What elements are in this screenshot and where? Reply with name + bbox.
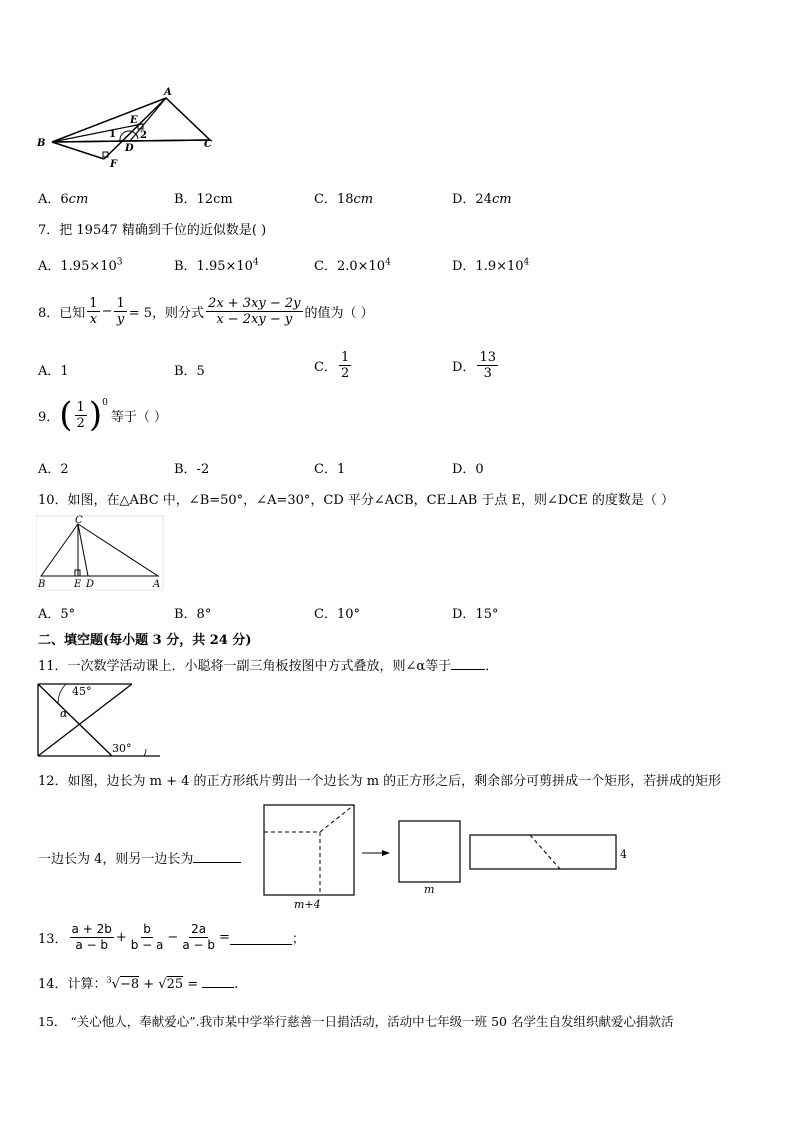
q15-stem: 15． “关心他人，奉献爱心”.我市某中学举行慈善一日捐活动，活动中七年级一班 50 名学生自发组织献爱心捐款活 [38,1014,674,1029]
q11-stem: 11．一次数学活动课上．小聪将一副三角板按图中方式叠放，则∠α等于 ． [38,659,499,674]
fig6-label-c: C [204,139,212,150]
q10-option-c: C．10° [314,607,360,622]
q6-option-a: A．6cm [38,192,89,207]
fig11-label-45: 45° [72,685,92,698]
fig12-label-mp4: m+4 [294,898,321,911]
q9-option-d: D．0 [452,462,484,477]
section-title: 二、填空题(每小题 3 分，共 24 分) [38,633,252,648]
fig6-label-1: 1 [109,129,116,140]
q7-option-d: D．$1.9\times 10^4$ [452,257,530,274]
fig10-label-d: D [86,579,95,590]
q6-option-c: C．18cm [314,192,374,207]
q9-stem: 9． ( $\frac{1}{2}$ ) $^0$ 等于（ ） [38,395,167,435]
q6-triangle-figure [34,86,219,168]
fig12-label-m: m [424,883,435,896]
fig6-label-a: A [164,87,172,98]
fig10-label-c: C [75,515,83,526]
q10-option-b: B．8° [174,607,212,622]
fig11-label-alpha: α [60,707,68,720]
fig6-label-e: E [130,115,138,126]
fig6-label-f: F [110,159,118,168]
q9-option-a: A．2 [38,462,69,477]
q9-option-b: B．-2 [174,462,210,477]
q14-stem: 14．计算：$^3$√−8 + √25 = . [38,975,239,992]
q8-option-d: D． $\frac{13}{3}$ [452,350,496,381]
q13-stem: 13． $\frac{a + 2b}{a - b}$ + $\frac{b}{b - a}$ − $\frac{2a}{a - b}$ = ； [38,922,305,952]
fig10-label-a: A [153,579,161,590]
fig6-label-b: B [37,138,46,149]
q8-option-b: B．5 [174,364,205,379]
q12-square-figure [258,802,640,912]
q7-option-c: C．$2.0\times 10^4$ [314,257,391,274]
q7-option-a: A．$1.95\times 10^3$ [38,257,123,274]
q10-triangle-figure [36,512,164,592]
fig6-label-2: 2 [140,130,147,141]
q6-option-d: D．24cm [452,192,512,207]
q12-stem-line2: 一边长为 4，则另一边长为 [38,848,241,867]
q6-option-b: B．12cm [174,192,233,207]
q12-stem: 12．如图，边长为 m + 4 的正方形纸片剪出一个边长为 m 的正方形之后，剩余部分可剪拼成一个矩形，若拼成的矩形 [38,774,722,789]
fig6-label-d: D [125,143,134,154]
q10-stem: 10．如图，在△ABC 中，∠B=50°，∠A=30°，CD 平分∠ACB，CE⊥AB 于点 E，则∠DCE 的度数是（ ） [38,493,675,508]
q7-stem: 7．把 19547 精确到千位的近似数是( ) [38,223,267,238]
q11-set-squares-figure [36,680,164,760]
fig10-label-e: E [74,579,82,590]
q9-option-c: C．1 [314,462,346,477]
q8-stem: 8．已知 $\frac{1}{x}$ − $\frac{1}{y}$ = 5，则分式 $\frac{2x + 3xy - 2y}{x - 2xy - y}$ 的值为（ ） [38,296,374,327]
q7-option-b: B．$1.95\times 10^4$ [174,257,259,274]
q10-option-d: D．15° [452,607,499,622]
q8-option-a: A．1 [38,364,69,379]
fig10-label-b: B [38,579,46,590]
q10-option-a: A．5° [38,607,76,622]
q8-option-c: C． $\frac{1}{2}$ [314,350,350,381]
fig12-label-4: 4 [620,848,627,861]
fig11-label-30: 30° [112,742,132,755]
